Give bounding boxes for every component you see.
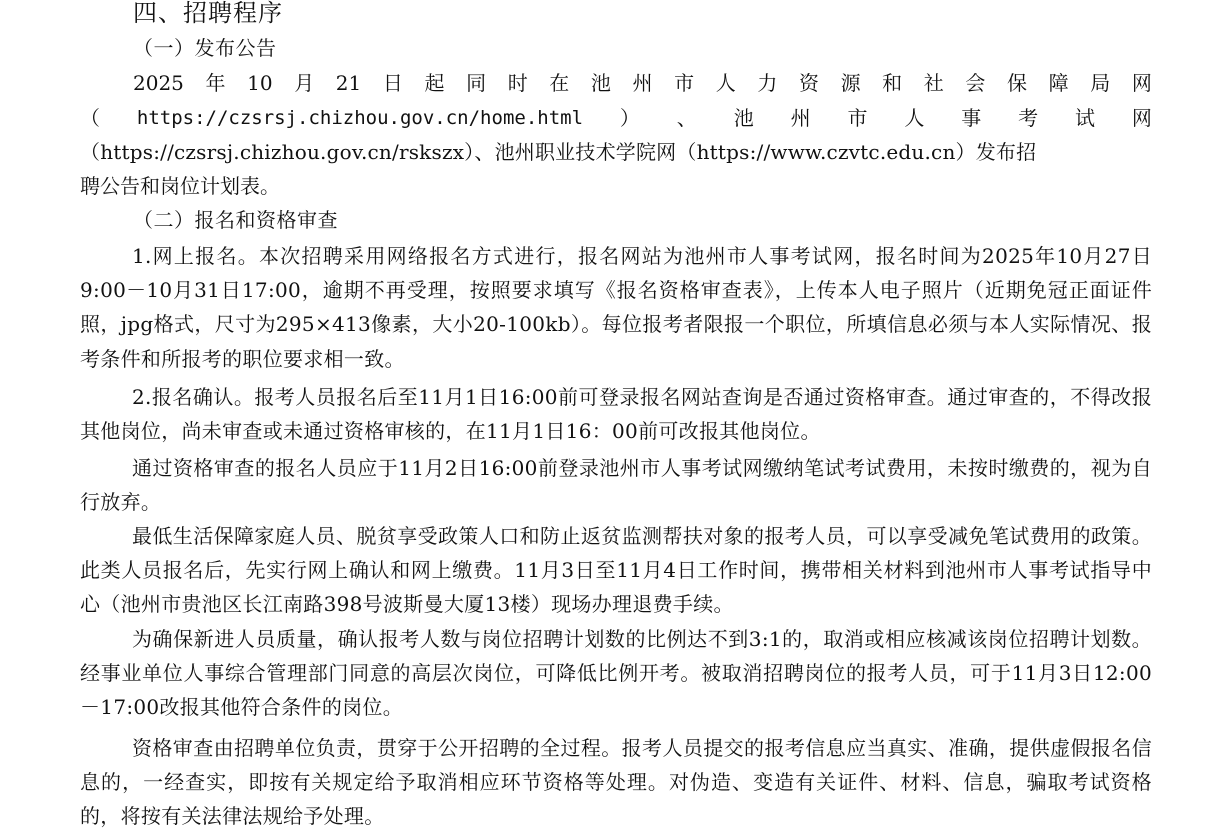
line-token: 州 bbox=[790, 106, 811, 130]
line-token: 池 bbox=[590, 71, 611, 95]
paragraph-online-registration: 1.网上报名。本次招聘采用网络报名方式进行，报名网站为池州市人事考试网，报名时间为2025年10月27日9:00－10月31日17:00，逾期不再受理，按照要求填写《报名资格审查表》，上传本人电子照片（近期免冠正面证件照，jpg格式，尺寸为295×413像素，大小20-100kb）。每位报考者限报一个职位，所填信息必须与本人实际情况、报考条件和所报考的职位要求相一致。 bbox=[80, 244, 1152, 371]
line-token: 年 bbox=[205, 71, 226, 95]
paragraph-ratio-rule: 为确保新进人员质量，确认报考人数与岗位招聘计划数的比例达不到3:1的，取消或相应核减该岗位招聘计划数。经事业单位人事综合管理部门同意的高层次岗位，可降低比例开考。被取消招聘岗位的报考人员，可于11月3日12:00－17:00改报其他符合条件的岗位。 bbox=[80, 627, 1152, 720]
paragraph-qualification-review: 资格审查由招聘单位负责，贯穿于公开招聘的全过程。报考人员提交的报考信息应当真实、准确，提供虚假报名信息的，一经查实，即按有关规定给予取消相应环节资格等处理。对伪造、变造有关证件、材料、信息，骗取考试资格的，将按有关法律法规给予处理。 bbox=[80, 736, 1152, 829]
line-token: 网 bbox=[1131, 106, 1152, 130]
line-token: 局 bbox=[1090, 71, 1111, 95]
line-token: 池 bbox=[733, 106, 754, 130]
line-token: 考 bbox=[1018, 106, 1039, 130]
paragraph-fee-waiver: 最低生活保障家庭人员、脱贫享受政策人口和防止返贫监测帮扶对象的报考人员，可以享受减免笔试费用的政策。此类人员报名后，先实行网上确认和网上缴费。11月3日至11月4日工作时间，携带相关材料到池州市人事考试指导中心（池州市贵池区长江南路398号波斯曼大厦13楼）现场办理退费手续。 bbox=[80, 524, 1152, 617]
line-token: 在 bbox=[549, 71, 570, 95]
line-token: 和 bbox=[882, 71, 903, 95]
line-token: 月 bbox=[294, 71, 315, 95]
line-token: 市 bbox=[674, 71, 695, 95]
line-token: 障 bbox=[1048, 71, 1069, 95]
line-token: ） bbox=[619, 106, 640, 130]
line-token: 同 bbox=[466, 71, 487, 95]
paragraph-registration-confirmation: 2.报名确认。报考人员报名后至11月1日16:00前可登录报名网站查询是否通过资格审查。通过审查的，不得改报其他岗位，尚未审查或未通过资格审核的，在11月1日16：00前可改报其他岗位。 bbox=[80, 385, 1152, 444]
line-token: 时 bbox=[507, 71, 528, 95]
section-heading: 四、招聘程序 bbox=[133, 0, 283, 27]
line-token: 2025 bbox=[133, 71, 184, 95]
line-token: https://czsrsj.chizhou.gov.cn/home.html bbox=[136, 107, 584, 129]
line-token: （ bbox=[80, 106, 100, 130]
line-token: 人 bbox=[904, 106, 925, 130]
line-token: 力 bbox=[757, 71, 778, 95]
publish-line-3: （https://czsrsj.chizhou.gov.cn/rskszx）、池州职业技术学院网（https://www.czvtc.edu.cn）发布招 bbox=[80, 140, 1037, 164]
line-token: 、 bbox=[676, 106, 697, 130]
registration-subheading: （二）报名和资格审查 bbox=[133, 208, 338, 232]
paragraph-exam-fee: 通过资格审查的报名人员应于11月2日16:00前登录池州市人事考试网缴纳笔试考试费用，未按时缴费的，视为自行放弃。 bbox=[80, 456, 1152, 515]
publish-subheading: （一）发布公告 bbox=[133, 36, 277, 60]
line-token: 保 bbox=[1007, 71, 1027, 95]
line-token: 网 bbox=[1131, 71, 1152, 95]
publish-line-4: 聘公告和岗位计划表。 bbox=[80, 174, 280, 198]
line-token: 事 bbox=[961, 106, 982, 130]
publish-line-1 bbox=[133, 66, 1152, 100]
line-token: 资 bbox=[798, 71, 819, 95]
line-token: 21 bbox=[335, 71, 362, 95]
line-token: 人 bbox=[715, 71, 736, 95]
line-token: 会 bbox=[965, 71, 986, 95]
line-token: 源 bbox=[840, 71, 861, 95]
line-token: 市 bbox=[847, 106, 868, 130]
line-token: 州 bbox=[632, 71, 653, 95]
line-token: 10 bbox=[247, 71, 273, 95]
line-token: 起 bbox=[424, 71, 445, 95]
publish-line-2 bbox=[80, 101, 1152, 135]
line-token: 社 bbox=[923, 71, 944, 95]
line-token: 试 bbox=[1075, 106, 1096, 130]
line-token: 日 bbox=[382, 71, 403, 95]
